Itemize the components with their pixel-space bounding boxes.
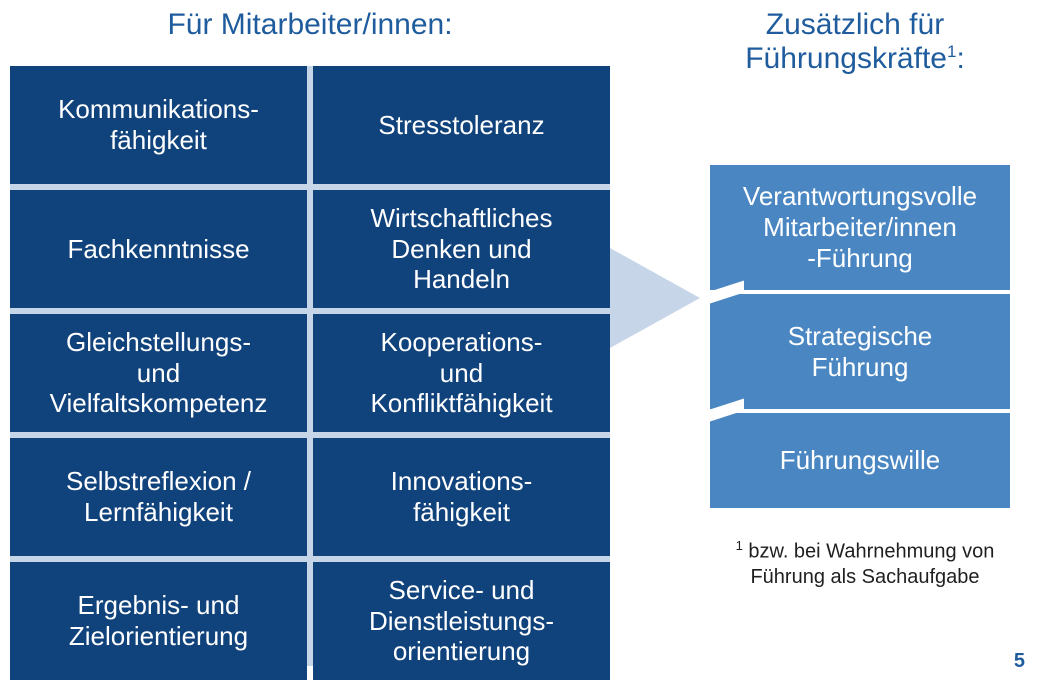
leadership-box: Verantwortungsvolle Mitarbeiter/innen -Führung [710, 165, 1010, 290]
competency-box: Selbstreflexion / Lernfähigkeit [10, 438, 307, 556]
footnote-marker: 1 [735, 538, 743, 553]
footnote [700, 538, 1030, 590]
competency-box: Service- und Dienstleistungs- orientierung [313, 562, 610, 680]
competency-box: Kooperations- und Konfliktfähigkeit [313, 314, 610, 432]
footnote-marker-title: 1 [946, 41, 957, 61]
competency-grid [10, 66, 610, 680]
leadership-column [710, 165, 1010, 508]
footnote-text: bzw. bei Wahrnehmung von Führung als Sachaufgabe [748, 540, 995, 588]
competency-box: Kommunikations- fähigkeit [10, 66, 307, 184]
page-title-leaders [690, 8, 1020, 75]
competency-box: Innovations- fähigkeit [313, 438, 610, 556]
leadership-box: Führungswille [710, 413, 1010, 508]
leaders-title-line2: Führungskräfte [745, 41, 947, 75]
leaders-title-colon: : [956, 41, 965, 75]
competency-box: Wirtschaftliches Denken und Handeln [313, 190, 610, 308]
leadership-box: Strategische Führung [710, 294, 1010, 409]
leaders-title-line1: Zusätzlich für [765, 8, 945, 41]
competency-box: Gleichstellungs- und Vielfaltskompetenz [10, 314, 307, 432]
page-title-employees: Für Mitarbeiter/innen: [167, 8, 453, 41]
competency-box: Ergebnis- und Zielorientierung [10, 562, 307, 680]
page-number: 5 [1013, 650, 1025, 672]
competency-box: Fachkenntnisse [10, 190, 307, 308]
competency-box: Stresstoleranz [313, 66, 610, 184]
